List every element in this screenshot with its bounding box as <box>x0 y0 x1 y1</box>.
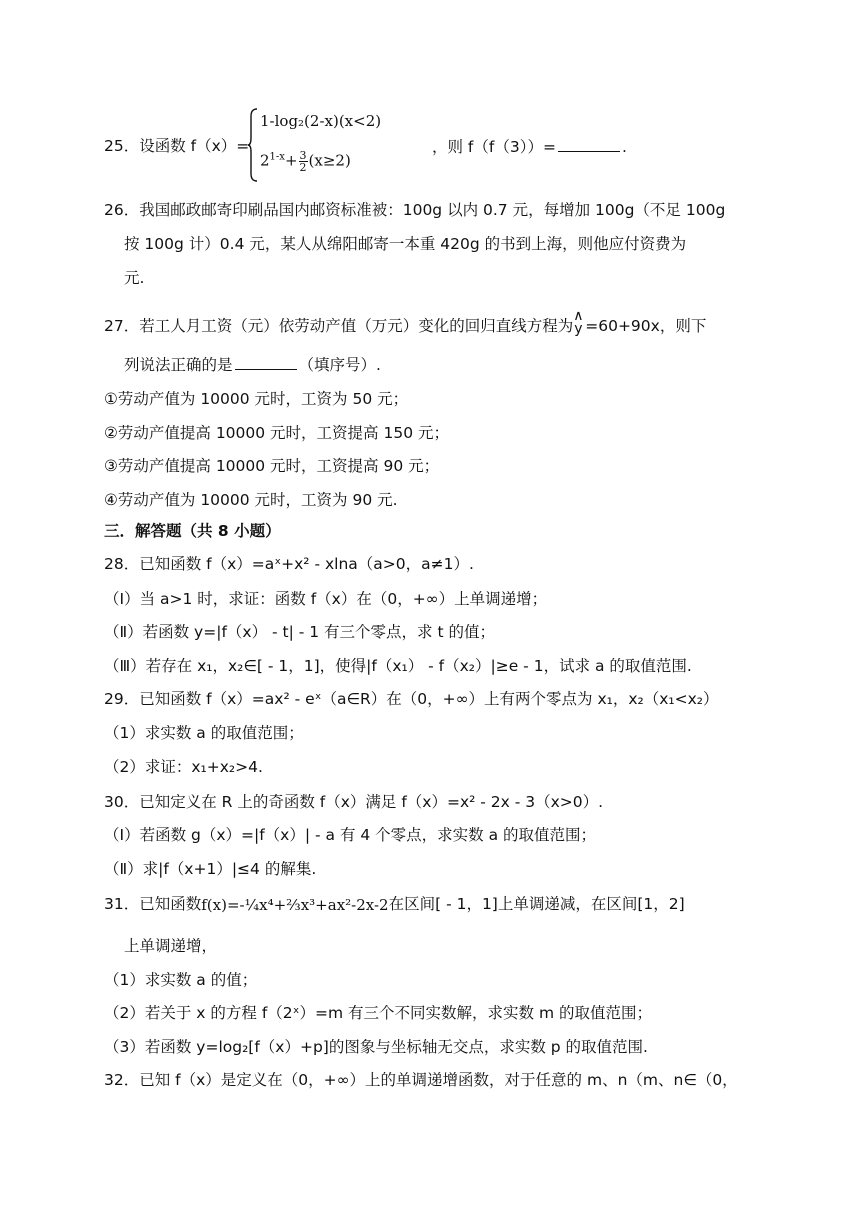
q25-case2-exp: 1-x <box>269 151 285 163</box>
q27-answer-blank[interactable] <box>235 353 297 370</box>
q29-stem: 29．已知函数 f（x）=ax² - eˣ（a∈R）在（0，+∞）上有两个零点为 x₁，x₂（x₁<x₂） <box>104 690 719 708</box>
q26-line3: 元. <box>124 269 145 287</box>
q25-answer-blank[interactable] <box>558 135 620 152</box>
q27-option3: ③劳动产值提高 10000 元时，工资提高 90 元； <box>104 457 440 475</box>
q29-part2: （2）求证：x₁+x₂>4. <box>104 758 263 776</box>
q25-frac-den: 2 <box>299 161 307 174</box>
q27-line1-b: =60+90x，则下 <box>585 317 707 335</box>
q30-part1: （Ⅰ）若函数 g（x）=|f（x）| - a 有 4 个零点，求实数 a 的取值范围； <box>104 826 597 844</box>
q31-stem-line2: 上单调递增， <box>124 937 218 955</box>
left-brace-icon <box>248 108 258 182</box>
q27-line2-a: 列说法正确的是 <box>124 356 233 374</box>
q28-part3: （Ⅲ）若存在 x₁，x₂∈[ - 1，1]，使得|f（x₁） - f（x₂）|≥e - 1，试求 a 的取值范围. <box>104 657 692 675</box>
q32-stem: 32．已知 f（x）是定义在（0，+∞）上的单调递增函数，对于任意的 m、n（m、n∈（0， <box>104 1071 738 1089</box>
q25-suffix <box>432 135 627 158</box>
q31-stem-b: 在区间[ - 1，1]上单调递减，在区间[1，2] <box>388 895 685 913</box>
q25-case2-fraction <box>299 150 308 173</box>
q31-formula: f(x)=-¼x⁴+⅔x³+ax²-2x-2 <box>201 895 389 914</box>
q28-stem: 28．已知函数 f（x）=aˣ+x² - xlna（a>0，a≠1）. <box>104 555 474 573</box>
section-heading: 三．解答题（共 8 小题） <box>104 522 281 540</box>
y-variable: y <box>574 321 583 337</box>
q25-case1: 1-log₂(2-x)(x<2) <box>260 112 382 130</box>
q27-option4: ④劳动产值为 10000 元时，工资为 90 元. <box>104 491 398 509</box>
q28-part2: （Ⅱ）若函数 y=|f（x） - t| - 1 有三个零点，求 t 的值； <box>104 623 495 641</box>
q29-part1: （1）求实数 a 的取值范围； <box>104 724 304 742</box>
q31-part2: （2）若关于 x 的方程 f（2ˣ）=m 有三个不同实数解，求实数 m 的取值范围； <box>104 1004 652 1022</box>
q31-part3: （3）若函数 y=log₂[f（x）+p]的图象与坐标轴无交点，求实数 p 的取值范围. <box>104 1038 648 1056</box>
q25-case2 <box>260 150 351 173</box>
q27-line2-b: （填序号）. <box>298 356 381 374</box>
q27-line2 <box>124 353 381 376</box>
q25-prefix-text: 25．设函数 f（x）= <box>104 137 250 155</box>
q25-frac-num: 3 <box>299 149 307 162</box>
q25-case2-plus: + <box>284 151 298 170</box>
q26-line2: 按 100g 计）0.4 元，某人从绵阳邮寄一本重 420g 的书到上海，则他应付资费为 <box>124 235 687 253</box>
q25-case2-base: 2 <box>260 151 270 170</box>
q31-part1: （1）求实数 a 的值； <box>104 971 258 989</box>
q25-suffix-b: . <box>621 138 627 156</box>
hat-symbol: ∧ <box>573 308 584 324</box>
q30-stem: 30．已知定义在 R 上的奇函数 f（x）满足 f（x）=x² - 2x - 3（x>0）. <box>104 793 604 811</box>
q27-option2: ②劳动产值提高 10000 元时，工资提高 150 元； <box>104 424 449 442</box>
q30-part2: （Ⅱ）求|f（x+1）|≤4 的解集. <box>104 860 317 878</box>
q31-stem-line1 <box>104 893 685 916</box>
q25-suffix-a: ，则 f（f（3））= <box>432 138 556 156</box>
q27-option1: ①劳动产值为 10000 元时，工资为 50 元； <box>104 390 409 408</box>
q26-line1: 26．我国邮政邮寄印刷品国内邮资标准被：100g 以内 0.7 元，每增加 100g（不足 100g <box>104 201 726 219</box>
q25-piecewise-function <box>248 108 418 182</box>
q28-part1: （Ⅰ）当 a>1 时，求证：函数 f（x）在（0，+∞）上单调递增； <box>104 590 548 608</box>
q27-line1-a: 27．若工人月工资（元）依劳动产值（万元）变化的回归直线方程为 <box>104 317 574 335</box>
q31-stem-a: 31．已知函数 <box>104 895 202 913</box>
q25-case2-cond: (x≥2) <box>308 151 351 170</box>
q27-y-hat <box>573 309 585 337</box>
q25-prefix <box>104 135 249 157</box>
q27-line1 <box>104 309 706 337</box>
